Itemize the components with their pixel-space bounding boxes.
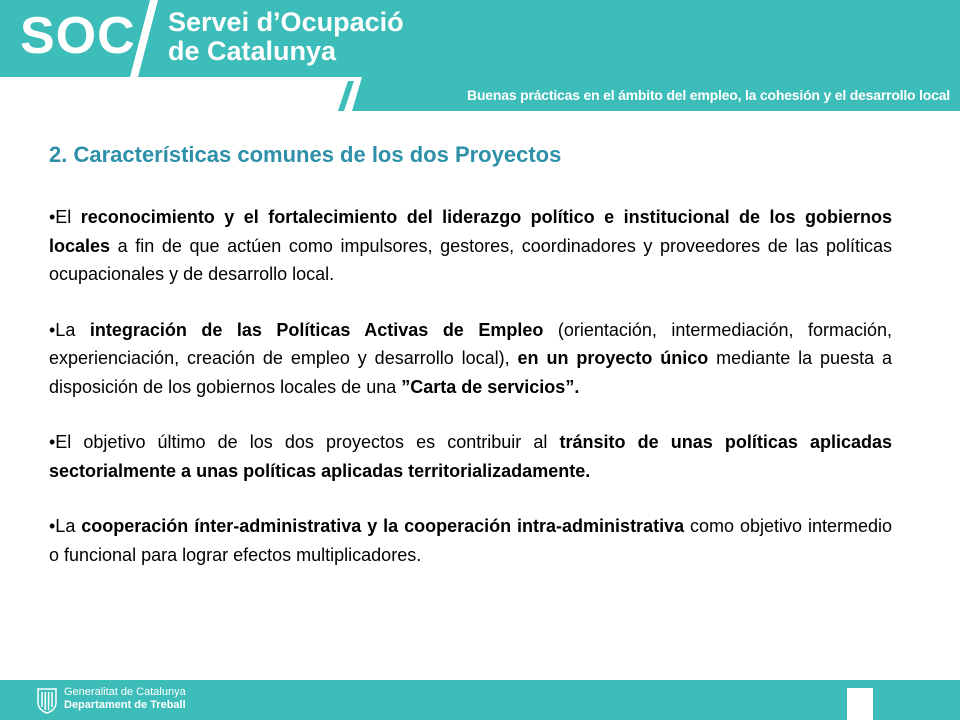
- bold-text-run: tránsito de unas políticas aplicadas sectorialmente a unas políticas aplicadas territorializadamente.: [49, 432, 893, 481]
- bold-text-run: integración de las Políticas Activas de Empleo: [89, 319, 544, 340]
- text-run: como objetivo intermedio o funcional para lograr efectos multiplicadores.: [49, 516, 892, 565]
- footer-institution-line2: Departament de Treball: [64, 699, 186, 711]
- bold-text-run: en un proyecto único: [517, 348, 709, 368]
- organization-name: [168, 8, 404, 66]
- footer-institution-line1: Generalitat de Catalunya: [64, 686, 186, 698]
- bullet-paragraph: [49, 512, 892, 569]
- soc-logo: SOC: [20, 7, 136, 65]
- text-run: a fin de que actúen como impulsores, gestores, coordinadores y proveedores de las políticas ocupacionales y de desarrollo local.: [49, 235, 892, 284]
- footer-page-marker: [847, 688, 873, 720]
- text-run: (orientación, intermediación, formación, experienciación, creación de empleo y desarrollo local),: [49, 319, 893, 368]
- generalitat-emblem-icon: [36, 686, 58, 714]
- organization-name-line2: de Catalunya: [168, 36, 337, 66]
- bullet-list: [49, 203, 892, 596]
- bullet-paragraph: [49, 316, 892, 402]
- organization-name-line1: Servei d’Ocupació: [168, 7, 404, 37]
- logo-slash-divider: [128, 0, 168, 77]
- bullet-paragraph: [49, 203, 892, 289]
- text-run: mediante la puesta a disposición de los gobiernos locales de una: [49, 348, 892, 397]
- bullet-paragraph: [49, 428, 892, 485]
- text-run: •El objetivo último de los dos proyectos es contribuir al: [49, 432, 560, 452]
- tagline: Buenas prácticas en el ámbito del empleo, la cohesión y el desarrollo local: [467, 87, 950, 103]
- bold-text-run: ”Carta de servicios”.: [401, 376, 580, 397]
- slide-title: 2. Características comunes de los dos Proyectos: [49, 142, 562, 167]
- text-run: •La: [49, 319, 90, 340]
- text-run: •El: [49, 207, 81, 227]
- bold-text-run: cooperación ínter-administrativa y la cooperación intra-administrativa: [81, 516, 685, 536]
- text-run: •La: [49, 516, 82, 536]
- bold-text-run: reconocimiento y el fortalecimiento del liderazgo político e institucional de los gobiernos locales: [49, 207, 892, 256]
- footer-institution: [64, 686, 186, 712]
